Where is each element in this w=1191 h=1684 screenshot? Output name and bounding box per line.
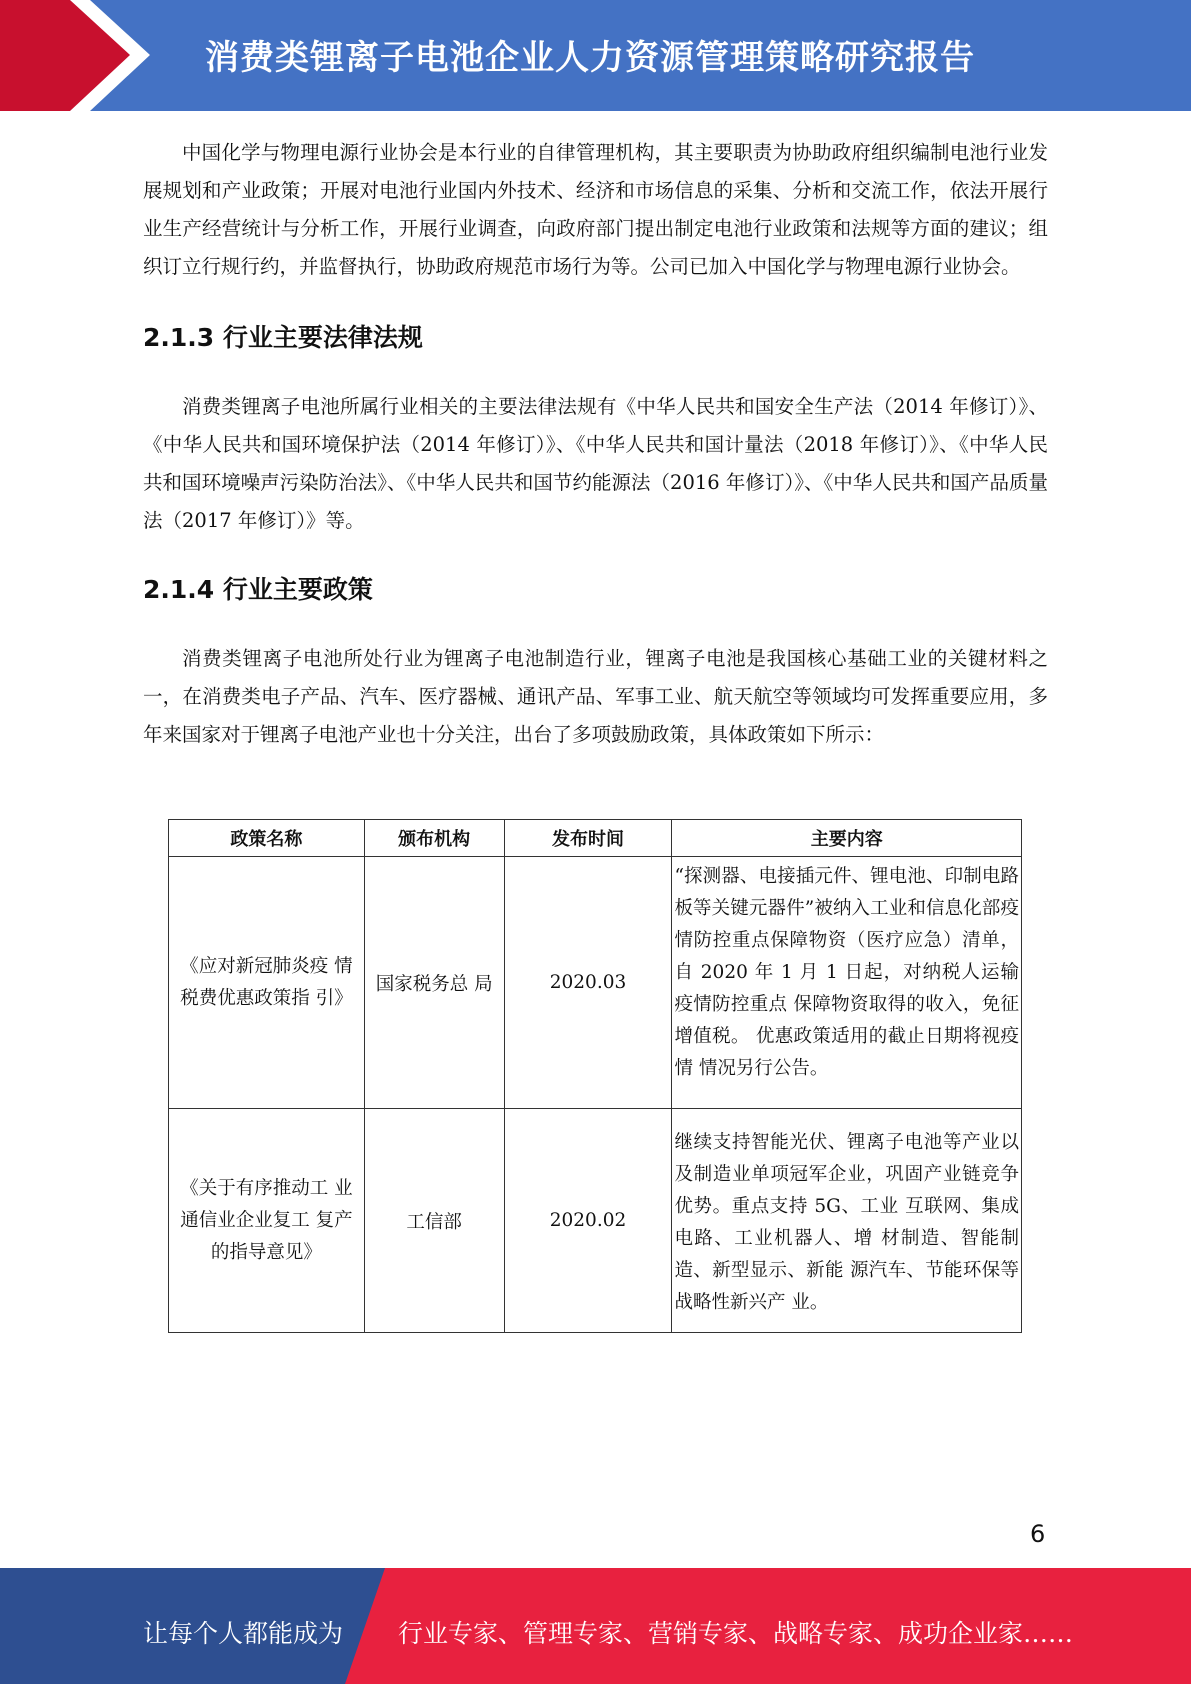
- content-cell: 继续支持智能光伏、锂离子电池等产业以及制造业单项冠军企业，巩固产业链竞争优势。重点支持 5G、工业 互联网、集成电路、工业机器人、增 材制造、智能制造、新型显示、新能 源汽车、节能环保等战略性新兴产 业。: [672, 1109, 1022, 1333]
- content-cell: “探测器、电接插元件、锂电池、印制电路板等关键元器件”被纳入工业和信息化部疫情防控重点保障物资（医疗应急）清单，自 2020 年 1 月 1 日起，对纳税人运输疫情防控重点 保障物资取得的收入，免征增值税。 优惠政策适用的截止日期将视疫情 情况另行公告。: [672, 857, 1022, 1109]
- main-content: [143, 134, 1048, 754]
- header-red-chevron: [0, 0, 150, 111]
- header-policy-name: 政策名称: [169, 820, 365, 857]
- report-title: 消费类锂离子电池企业人力资源管理策略研究报告: [205, 38, 975, 78]
- header-content: 主要内容: [672, 820, 1022, 857]
- policy-name-cell: 《应对新冠肺炎疫 情税费优惠政策指 引》: [169, 857, 365, 1109]
- policy-table: [168, 819, 1022, 1333]
- table-row: [169, 857, 1022, 1109]
- section-heading-laws: 2.1.3 行业主要法律法规: [143, 323, 423, 352]
- footer-slogan-right: 行业专家、管理专家、营销专家、战略专家、成功企业家……: [398, 1619, 1074, 1648]
- date-cell: 2020.03: [504, 857, 672, 1109]
- table-row: [169, 1109, 1022, 1333]
- page-header: [0, 0, 1191, 111]
- footer-slogan-left: 让每个人都能成为: [143, 1619, 344, 1648]
- page-footer: [0, 1568, 1191, 1684]
- table-header-row: [169, 820, 1022, 857]
- section-heading-policies: 2.1.4 行业主要政策: [143, 575, 373, 604]
- date-cell: 2020.02: [504, 1109, 672, 1333]
- policy-name-cell: 《关于有序推动工 业通信业企业复工 复产的指导意见》: [169, 1109, 365, 1333]
- laws-paragraph: 消费类锂离子电池所属行业相关的主要法律法规有《中华人民共和国安全生产法（2014 年修订）》、《中华人民共和国环境保护法（2014 年修订）》、《中华人民共和国计量法（2018 年修订）》、《中华人民共和国环境噪声污染防治法》、《中华人民共和国节约能源法（2016 年修订）》、《中华人民共和国产品质量法（2017 年修订）》等。: [143, 395, 1048, 532]
- header-agency: 颁布机构: [364, 820, 504, 857]
- header-date: 发布时间: [504, 820, 672, 857]
- agency-cell: 工信部: [364, 1109, 504, 1333]
- page-number: 6: [1030, 1520, 1046, 1548]
- agency-cell: 国家税务总 局: [364, 857, 504, 1109]
- intro-paragraph: 中国化学与物理电源行业协会是本行业的自律管理机构，其主要职责为协助政府组织编制电池行业发展规划和产业政策；开展对电池行业国内外技术、经济和市场信息的采集、分析和交流工作，依法开展行业生产经营统计与分析工作，开展行业调查，向政府部门提出制定电池行业政策和法规等方面的建议；组织订立行规行约，并监督执行，协助政府规范市场行为等。公司已加入中国化学与物理电源行业协会。: [143, 141, 1048, 278]
- policies-paragraph: 消费类锂离子电池所处行业为锂离子电池制造行业，锂离子电池是我国核心基础工业的关键材料之一，在消费类电子产品、汽车、医疗器械、通讯产品、军事工业、航天航空等领域均可发挥重要应用，多年来国家对于锂离子电池产业也十分关注，出台了多项鼓励政策，具体政策如下所示：: [143, 647, 1048, 746]
